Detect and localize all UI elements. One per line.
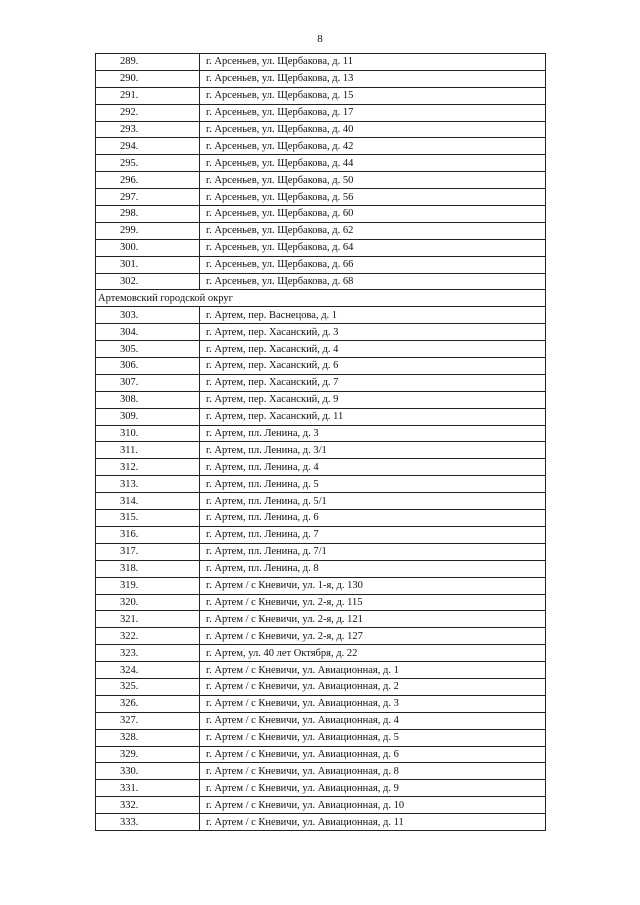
address-table [95,53,546,831]
table-row [96,87,546,104]
row-number: 303. [96,307,200,324]
row-number: 292. [96,104,200,121]
row-address: г. Артем, пл. Ленина, д. 3 [200,425,546,442]
table-row [96,510,546,527]
row-address: г. Арсеньев, ул. Щербакова, д. 62 [200,222,546,239]
row-number: 326. [96,695,200,712]
table-row [96,222,546,239]
row-number: 327. [96,712,200,729]
table-row [96,155,546,172]
row-number: 299. [96,222,200,239]
row-number: 332. [96,797,200,814]
row-number: 319. [96,577,200,594]
row-address: г. Арсеньев, ул. Щербакова, д. 17 [200,104,546,121]
row-address: г. Артем, пер. Хасанский, д. 11 [200,408,546,425]
row-number: 298. [96,206,200,223]
row-address: г. Артем, пл. Ленина, д. 4 [200,459,546,476]
table-row [96,121,546,138]
row-number: 305. [96,341,200,358]
row-number: 289. [96,54,200,71]
table-row [96,560,546,577]
row-address: г. Арсеньев, ул. Щербакова, д. 13 [200,70,546,87]
table-row [96,189,546,206]
row-address: г. Артем / с Кневичи, ул. 2-я, д. 121 [200,611,546,628]
table-row [96,307,546,324]
row-address: г. Арсеньев, ул. Щербакова, д. 44 [200,155,546,172]
row-address: г. Артем, пер. Хасанский, д. 9 [200,391,546,408]
row-address: г. Артем / с Кневичи, ул. Авиационная, д. 4 [200,712,546,729]
row-number: 294. [96,138,200,155]
row-number: 302. [96,273,200,290]
row-number: 315. [96,510,200,527]
table-row [96,695,546,712]
table-row [96,526,546,543]
row-number: 331. [96,780,200,797]
row-number: 296. [96,172,200,189]
table-row [96,54,546,71]
address-table-body [96,54,546,831]
row-address: г. Артем / с Кневичи, ул. 1-я, д. 130 [200,577,546,594]
table-row [96,273,546,290]
table-row [96,206,546,223]
row-address: г. Арсеньев, ул. Щербакова, д. 68 [200,273,546,290]
row-number: 314. [96,493,200,510]
row-number: 310. [96,425,200,442]
row-address: г. Артем, ул. 40 лет Октября, д. 22 [200,645,546,662]
row-number: 300. [96,239,200,256]
row-address: г. Арсеньев, ул. Щербакова, д. 56 [200,189,546,206]
row-number: 324. [96,662,200,679]
row-address: г. Артем / с Кневичи, ул. Авиационная, д. 6 [200,746,546,763]
table-row [96,256,546,273]
row-address: г. Артем, пер. Хасанский, д. 3 [200,324,546,341]
row-number: 306. [96,358,200,375]
row-address: г. Арсеньев, ул. Щербакова, д. 15 [200,87,546,104]
table-row [96,104,546,121]
row-address: г. Артем / с Кневичи, ул. Авиационная, д. 1 [200,662,546,679]
row-address: г. Артем, пер. Васнецова, д. 1 [200,307,546,324]
row-number: 297. [96,189,200,206]
row-address: г. Артем, пл. Ленина, д. 7/1 [200,543,546,560]
table-row [96,476,546,493]
row-address: г. Арсеньев, ул. Щербакова, д. 60 [200,206,546,223]
row-number: 291. [96,87,200,104]
row-address: г. Артем, пл. Ленина, д. 3/1 [200,442,546,459]
table-row [96,425,546,442]
table-row [96,814,546,831]
table-row [96,493,546,510]
table-row [96,374,546,391]
table-row [96,70,546,87]
row-address: г. Арсеньев, ул. Щербакова, д. 11 [200,54,546,71]
table-row [96,239,546,256]
table-row [96,358,546,375]
row-address: г. Артем / с Кневичи, ул. Авиационная, д. 5 [200,729,546,746]
row-number: 330. [96,763,200,780]
row-number: 290. [96,70,200,87]
row-number: 321. [96,611,200,628]
row-number: 307. [96,374,200,391]
row-address: г. Артем / с Кневичи, ул. Авиационная, д. 10 [200,797,546,814]
row-number: 301. [96,256,200,273]
row-number: 309. [96,408,200,425]
page-number: 8 [317,33,323,45]
table-row [96,594,546,611]
row-address: г. Арсеньев, ул. Щербакова, д. 64 [200,239,546,256]
table-row [96,459,546,476]
row-address: г. Артем / с Кневичи, ул. Авиационная, д. 11 [200,814,546,831]
row-number: 313. [96,476,200,493]
row-number: 322. [96,628,200,645]
table-row [96,172,546,189]
row-address: г. Арсеньев, ул. Щербакова, д. 42 [200,138,546,155]
table-row [96,577,546,594]
row-address: г. Артем, пер. Хасанский, д. 4 [200,341,546,358]
table-row [96,678,546,695]
table-row [96,442,546,459]
row-address: г. Артем / с Кневичи, ул. 2-я, д. 115 [200,594,546,611]
table-row [96,712,546,729]
row-address: г. Артем / с Кневичи, ул. 2-я, д. 127 [200,628,546,645]
row-number: 308. [96,391,200,408]
row-number: 333. [96,814,200,831]
row-number: 325. [96,678,200,695]
row-address: г. Артем / с Кневичи, ул. Авиационная, д. 2 [200,678,546,695]
row-address: г. Артем, пер. Хасанский, д. 6 [200,358,546,375]
table-row [96,628,546,645]
table-row [96,138,546,155]
row-address: г. Артем, пл. Ленина, д. 5/1 [200,493,546,510]
row-number: 329. [96,746,200,763]
section-row [96,290,546,307]
row-address: г. Артем, пл. Ленина, д. 8 [200,560,546,577]
table-row [96,611,546,628]
row-address: г. Артем, пер. Хасанский, д. 7 [200,374,546,391]
row-address: г. Арсеньев, ул. Щербакова, д. 50 [200,172,546,189]
row-address: г. Артем / с Кневичи, ул. Авиационная, д. 3 [200,695,546,712]
row-number: 293. [96,121,200,138]
row-number: 320. [96,594,200,611]
row-address: г. Артем, пл. Ленина, д. 6 [200,510,546,527]
table-row [96,797,546,814]
row-address: г. Артем / с Кневичи, ул. Авиационная, д. 8 [200,763,546,780]
table-row [96,746,546,763]
row-number: 317. [96,543,200,560]
row-number: 295. [96,155,200,172]
row-number: 323. [96,645,200,662]
row-number: 311. [96,442,200,459]
row-address: г. Артем / с Кневичи, ул. Авиационная, д. 9 [200,780,546,797]
table-row [96,763,546,780]
table-row [96,341,546,358]
row-address: г. Арсеньев, ул. Щербакова, д. 66 [200,256,546,273]
table-row [96,543,546,560]
row-address: г. Артем, пл. Ленина, д. 7 [200,526,546,543]
row-number: 312. [96,459,200,476]
table-row [96,645,546,662]
row-number: 328. [96,729,200,746]
table-row [96,780,546,797]
table-row [96,324,546,341]
table-row [96,729,546,746]
row-number: 318. [96,560,200,577]
row-number: 304. [96,324,200,341]
row-address: г. Артем, пл. Ленина, д. 5 [200,476,546,493]
table-row [96,408,546,425]
row-address: г. Арсеньев, ул. Щербакова, д. 40 [200,121,546,138]
row-number: 316. [96,526,200,543]
table-row [96,391,546,408]
section-title: Артемовский городской округ [96,290,546,307]
table-row [96,662,546,679]
